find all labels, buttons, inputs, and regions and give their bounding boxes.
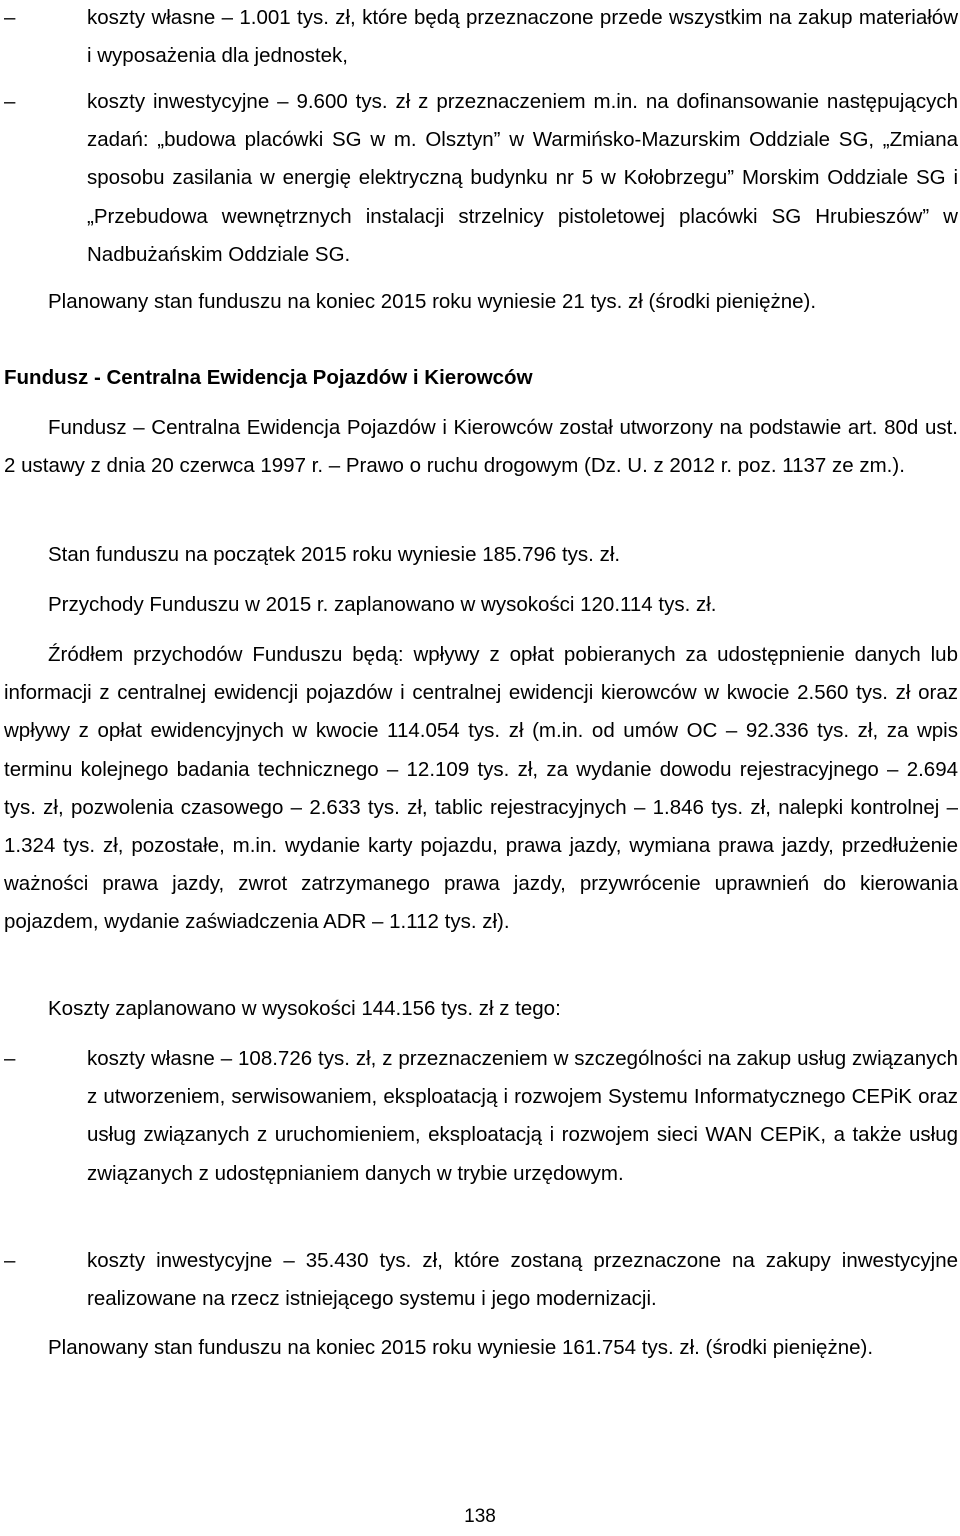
dash-bullet: – <box>4 90 16 113</box>
list-item-text: koszty własne – 108.726 tys. zł, z przeznaczeniem w szczególności na zakup usług związanych z utworzeniem, serwisowaniem, eksploatacją i rozwojem Systemu Informatycznego CEPiK oraz usług związanych z uruchomieniem, eksploatacją i rozwojem sieci WAN CEPiK, a także usług związanych z udostępnianiem danych w trybie urzędowym. <box>87 1047 958 1185</box>
planned-state-paragraph: Planowany stan funduszu na koniec 2015 roku wyniesie 21 tys. zł (środki pieniężne). <box>48 290 817 313</box>
revenue-paragraph: Przychody Funduszu w 2015 r. zaplanowano w wysokości 120.114 tys. zł. <box>48 593 717 616</box>
revenue-sources-paragraph: Źródłem przychodów Funduszu będą: wpływy z opłat pobieranych za udostępnienie danych lub informacji z centralnej ewidencji pojazdów i centralnej ewidencji kierowców w kwocie 2.560 tys. zł oraz wpływy z opłat ewidencyjnych w kwocie 114.054 tys. zł (m.in. od umów OC – 92.336 tys. zł, za wpis terminu kolejnego badania technicznego – 12.109 tys. zł, za wydanie dowodu rejestracyjnego – 2.694 tys. zł, pozwolenia czasowego – 2.633 tys. zł, tablic rejestracyjnych – 1.846 tys. zł, nalepki kontrolnej – 1.324 tys. zł, pozostałe, m.in. wydanie karty pojazdu, prawa jazdy, wymiana prawa jazdy, przedłużenie ważności prawa jazdy, zwrot zatrzymanego prawa jazdy, przywrócenie uprawnień do kierowania pojazdem, wydanie zaświadczenia ADR – 1.112 tys. zł). <box>4 643 958 934</box>
intro-paragraph: Fundusz – Centralna Ewidencja Pojazdów i Kierowców został utworzony na podstawie art. 80d ust. 2 ustawy z dnia 20 czerwca 1997 r. – Prawo o ruchu drogowym (Dz. U. z 2012 r. poz. 1137 ze zm.). <box>4 416 958 478</box>
state-start-paragraph: Stan funduszu na początek 2015 roku wyniesie 185.796 tys. zł. <box>48 543 621 566</box>
list-item-investment-costs-cepik <box>4 1242 958 1318</box>
list-item-text: koszty własne – 1.001 tys. zł, które będą przeznaczone przede wszystkim na zakup materiałów i wyposażenia dla jednostek, <box>87 6 958 68</box>
planned-state-final-paragraph: Planowany stan funduszu na koniec 2015 roku wyniesie 161.754 tys. zł. (środki pieniężne). <box>48 1336 874 1359</box>
page-number: 138 <box>464 1506 496 1527</box>
list-item-investment-costs <box>4 83 958 274</box>
list-item-own-costs <box>4 0 958 75</box>
list-item-text: koszty inwestycyjne – 35.430 tys. zł, które zostaną przeznaczone na zakupy inwestycyjne realizowane na rzecz istniejącego systemu i jego modernizacji. <box>87 1249 958 1311</box>
dash-bullet: – <box>4 1249 16 1272</box>
costs-paragraph: Koszty zaplanowano w wysokości 144.156 tys. zł z tego: <box>48 997 561 1020</box>
list-item-text: koszty inwestycyjne – 9.600 tys. zł z przeznaczeniem m.in. na dofinansowanie następujących zadań: „budowa placówki SG w m. Olsztyn” w Warmińsko-Mazurskim Oddziale SG, „Zmiana sposobu zasilania w energię elektryczną budynku nr 5 w Kołobrzegu” Morskim Oddziale SG i „Przebudowa wewnętrznych instalacji strzelnicy pistoletowej placówki SG Hrubieszów” w Nadbużańskim Oddziale SG. <box>87 90 958 266</box>
dash-bullet: – <box>4 6 16 29</box>
dash-bullet: – <box>4 1047 16 1070</box>
section-heading: Fundusz - Centralna Ewidencja Pojazdów i Kierowców <box>4 366 533 389</box>
list-item-own-costs-cepik <box>4 1040 958 1193</box>
